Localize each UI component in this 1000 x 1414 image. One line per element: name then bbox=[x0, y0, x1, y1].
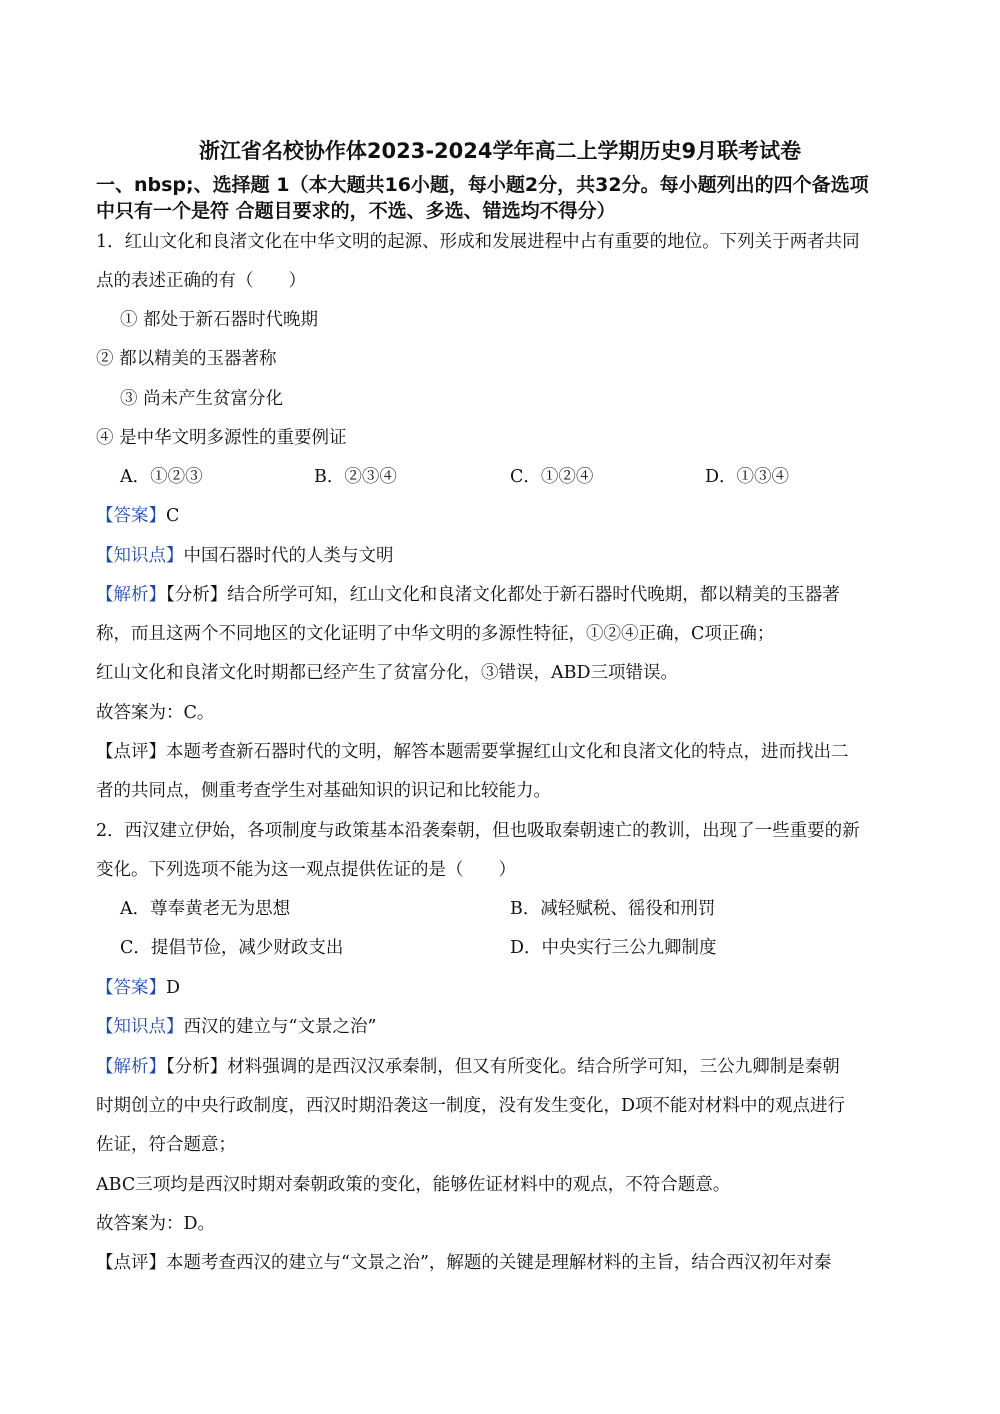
q2-analysis-line-3: 佐证，符合题意； bbox=[96, 1135, 236, 1155]
q1-item-1: ① 都处于新石器时代晚期 bbox=[120, 310, 319, 330]
answer-tag: 【答案】 bbox=[96, 506, 166, 526]
q2-analysis-line-1 bbox=[96, 1056, 904, 1078]
q2-option-d: D．中央实行三公九卿制度 bbox=[510, 938, 717, 958]
q1-analysis-line-3: 红山文化和良渚文化时期都已经产生了贫富分化，③错误，ABD三项错误。 bbox=[96, 663, 679, 683]
analysis-text: 【分析】结合所学可知，红山文化和良渚文化都处于新石器时代晚期，都以精美的玉器著 bbox=[166, 585, 840, 605]
q1-knowledge bbox=[96, 545, 904, 567]
q2-knowledge bbox=[96, 1016, 904, 1038]
q2-conclusion: 故答案为：D。 bbox=[96, 1214, 216, 1234]
q1-option-a: A．①②③ bbox=[120, 467, 203, 487]
q1-answer bbox=[96, 505, 904, 527]
q1-option-c: C．①②④ bbox=[510, 467, 594, 487]
q1-option-b: B．②③④ bbox=[314, 467, 397, 487]
answer-tag: 【答案】 bbox=[96, 978, 166, 998]
q1-review-line-2: 者的共同点，侧重考查学生对基础知识的识记和比较能力。 bbox=[96, 781, 551, 801]
q2-stem-line-1: 2．西汉建立伊始，各项制度与政策基本沿袭秦朝，但也吸取秦朝速亡的教训，出现了一些重要的新 bbox=[96, 821, 860, 841]
q1-stem-line-1: 1．红山文化和良渚文化在中华文明的起源、形成和发展进程中占有重要的地位。下列关于两者共同 bbox=[96, 232, 860, 252]
q1-analysis-line-1 bbox=[96, 584, 904, 606]
q2-answer bbox=[96, 977, 904, 999]
q2-option-b: B．减轻赋税、徭役和刑罚 bbox=[510, 899, 716, 919]
answer-value: C bbox=[166, 506, 180, 526]
q2-option-a: A．尊奉黄老无为思想 bbox=[120, 899, 291, 919]
q1-item-2: ② 都以精美的玉器著称 bbox=[96, 349, 277, 369]
q2-review-line-1: 【点评】本题考查西汉的建立与“文景之治”，解题的关键是理解材料的主旨，结合西汉初年对秦 bbox=[96, 1253, 832, 1273]
q2-analysis-line-2: 时期创立的中央行政制度，西汉时期沿袭这一制度，没有发生变化，D项不能对材料中的观点进行 bbox=[96, 1096, 846, 1116]
section-heading-line-1: 一、nbsp;、选择题 1（本大题共16小题，每小题2分，共32分。每小题列出的四个备选项 bbox=[96, 174, 869, 196]
knowledge-value: 西汉的建立与“文景之治” bbox=[183, 1017, 377, 1037]
q1-conclusion: 故答案为：C。 bbox=[96, 703, 215, 723]
q1-stem-line-2: 点的表述正确的有（ ） bbox=[96, 271, 306, 291]
knowledge-value: 中国石器时代的人类与文明 bbox=[183, 546, 394, 566]
q1-option-d: D．①③④ bbox=[705, 467, 790, 487]
page-title: 浙江省名校协作体2023-2024学年高二上学期历史9月联考试卷 bbox=[198, 139, 802, 163]
analysis-tag: 【解析】 bbox=[96, 1057, 166, 1077]
knowledge-tag: 【知识点】 bbox=[96, 546, 184, 566]
q2-analysis-line-4: ABC三项均是西汉时期对秦朝政策的变化，能够佐证材料中的观点，不符合题意。 bbox=[96, 1175, 731, 1195]
knowledge-tag: 【知识点】 bbox=[96, 1017, 184, 1037]
q2-stem-line-2: 变化。下列选项不能为这一观点提供佐证的是（ ） bbox=[96, 860, 516, 880]
section-heading-line-2: 中只有一个是符 合题目要求的，不选、多选、错选均不得分） bbox=[96, 200, 616, 222]
analysis-tag: 【解析】 bbox=[96, 585, 166, 605]
q1-review-line-1: 【点评】本题考查新石器时代的文明，解答本题需要掌握红山文化和良渚文化的特点，进而找出二 bbox=[96, 742, 849, 762]
q1-item-3: ③ 尚未产生贫富分化 bbox=[120, 389, 284, 409]
q1-analysis-line-2: 称，而且这两个不同地区的文化证明了中华文明的多源性特征，①②④正确，C项正确； bbox=[96, 624, 775, 644]
q2-option-c: C．提倡节俭，减少财政支出 bbox=[120, 938, 344, 958]
answer-value: D bbox=[166, 978, 181, 998]
q1-item-4: ④ 是中华文明多源性的重要例证 bbox=[96, 428, 347, 448]
analysis-text: 【分析】材料强调的是西汉汉承秦制，但又有所变化。结合所学可知，三公九卿制是秦朝 bbox=[166, 1057, 840, 1077]
